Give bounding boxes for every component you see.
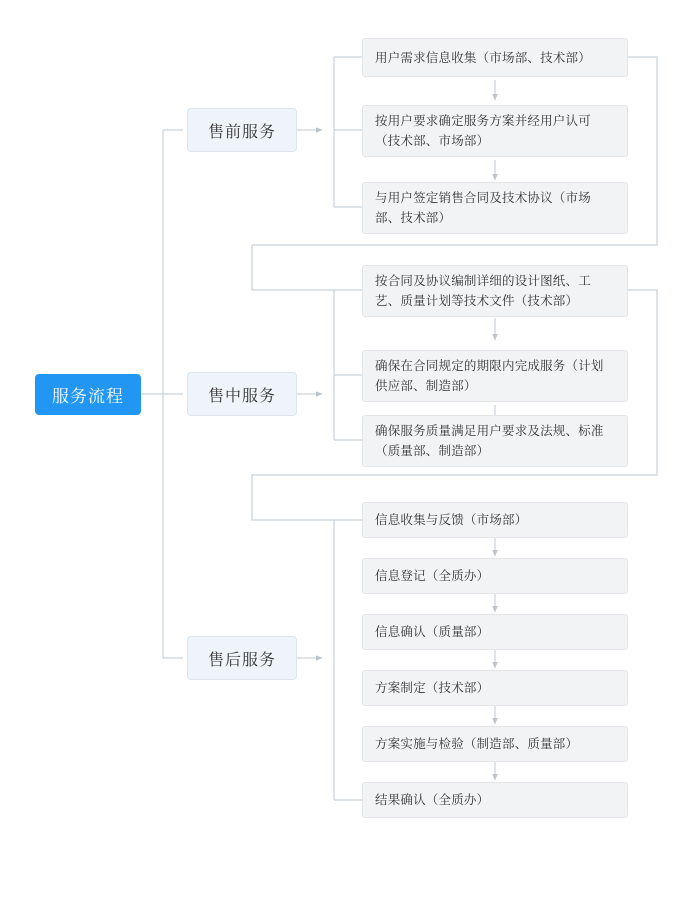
branch-node-presale[interactable] bbox=[187, 108, 297, 152]
leaf-node-insale-2[interactable] bbox=[362, 350, 628, 402]
leaf-node-presale-2-label: 按用户要求确定服务方案并经用户认可（技术部、市场部） bbox=[375, 114, 591, 148]
leaf-node-presale-3[interactable] bbox=[362, 182, 628, 234]
branch-node-insale[interactable] bbox=[187, 372, 297, 416]
leaf-node-aftersale-2[interactable] bbox=[362, 558, 628, 594]
leaf-node-presale-1[interactable] bbox=[362, 38, 628, 77]
wire-branch1-to-branch2 bbox=[252, 57, 657, 290]
leaf-node-aftersale-6-label: 结果确认（全质办） bbox=[375, 793, 490, 807]
leaf-node-aftersale-1[interactable] bbox=[362, 502, 628, 538]
leaf-node-presale-2[interactable] bbox=[362, 105, 628, 157]
leaf-node-presale-1-label: 用户需求信息收集（市场部、技术部） bbox=[375, 50, 591, 65]
branch-node-insale-label: 售中服务 bbox=[207, 387, 276, 405]
leaf-node-aftersale-3[interactable] bbox=[362, 614, 628, 650]
wire-branch2-to-branch3 bbox=[252, 290, 657, 520]
leaf-node-insale-2-label: 确保在合同规定的期限内完成服务（计划供应部、制造部） bbox=[375, 359, 604, 393]
leaf-node-aftersale-5-label: 方案实施与检验（制造部、质量部） bbox=[375, 737, 579, 751]
leaf-node-aftersale-5[interactable] bbox=[362, 726, 628, 762]
leaf-node-insale-1[interactable] bbox=[362, 265, 628, 317]
root-node[interactable] bbox=[35, 374, 141, 415]
leaf-node-aftersale-3-label: 信息确认（质量部） bbox=[375, 625, 490, 639]
leaf-node-aftersale-1-label: 信息收集与反馈（市场部） bbox=[375, 513, 528, 527]
branch-node-aftersale-label: 售后服务 bbox=[207, 651, 276, 669]
leaf-node-aftersale-4[interactable] bbox=[362, 670, 628, 706]
root-node-label: 服务流程 bbox=[52, 387, 124, 406]
branch-node-presale-label: 售前服务 bbox=[207, 123, 276, 141]
branch-node-aftersale[interactable] bbox=[187, 636, 297, 680]
leaf-node-aftersale-4-label: 方案制定（技术部） bbox=[375, 681, 490, 695]
leaf-node-insale-3[interactable] bbox=[362, 415, 628, 467]
leaf-node-presale-3-label: 与用户签定销售合同及技术协议（市场部、技术部） bbox=[375, 191, 591, 225]
leaf-node-insale-3-label: 确保服务质量满足用户要求及法规、标准（质量部、制造部） bbox=[375, 424, 604, 458]
leaf-node-aftersale-2-label: 信息登记（全质办） bbox=[375, 569, 490, 583]
leaf-node-aftersale-6[interactable] bbox=[362, 782, 628, 818]
leaf-node-insale-1-label: 按合同及协议编制详细的设计图纸、工艺、质量计划等技术文件（技术部） bbox=[375, 274, 591, 308]
